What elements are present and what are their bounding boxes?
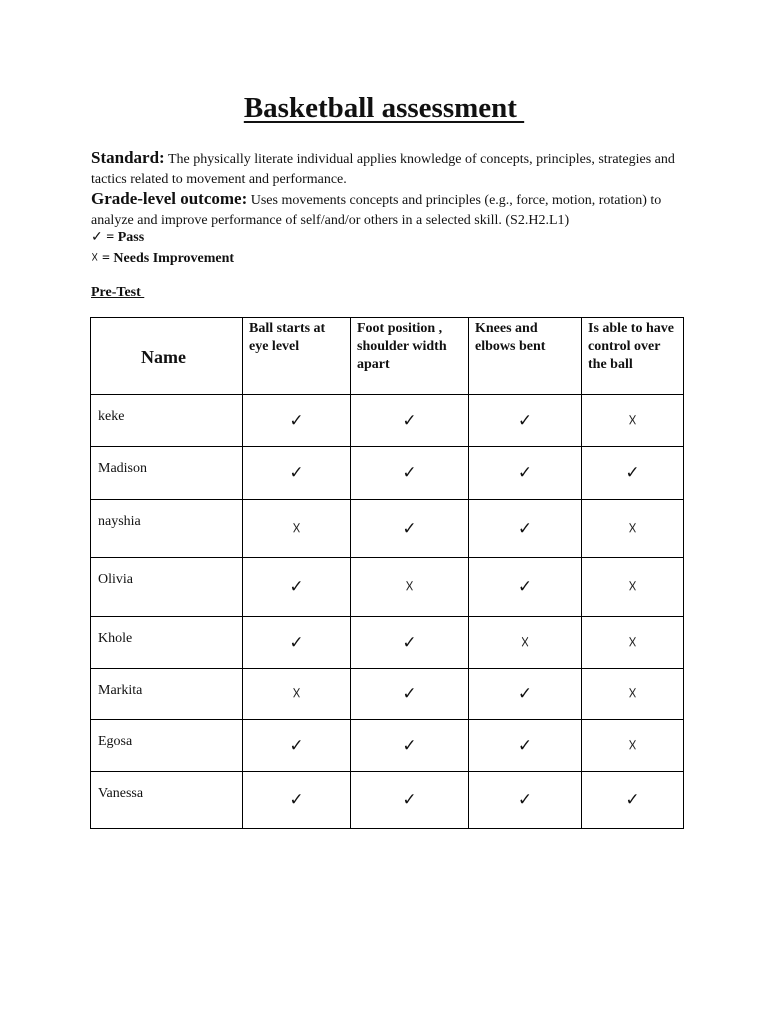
check-icon: ✓ (243, 617, 351, 669)
standard-text: The physically literate individual applies knowledge of concepts, principles, strategies and tactics related to movement and performance. (91, 152, 675, 187)
table-row (91, 669, 684, 720)
student-name-cell: Markita (91, 669, 243, 720)
legend-pass-label: = Pass (106, 230, 145, 245)
cross-icon: ☓ (469, 617, 582, 669)
check-icon: ✓ (351, 617, 469, 669)
check-icon: ✓ (469, 720, 582, 772)
legend-pass (91, 229, 144, 246)
check-icon: ✓ (469, 447, 582, 500)
student-name-cell: Vanessa (91, 772, 243, 829)
outcome-label: Grade-level outcome: (91, 189, 248, 208)
table-row (91, 447, 684, 500)
cross-icon: ☓ (243, 669, 351, 720)
table-row (91, 395, 684, 447)
check-icon: ✓ (351, 500, 469, 558)
check-icon: ✓ (351, 720, 469, 772)
cross-icon: ☓ (582, 669, 684, 720)
check-icon: ✓ (469, 669, 582, 720)
cross-icon: ☓ (582, 395, 684, 447)
column-header-eye-level: Ball starts at eye level (243, 318, 351, 395)
pretest-heading: Pre-Test (91, 285, 145, 300)
student-name-cell: Egosa (91, 720, 243, 772)
page-title: Basketball assessment (243, 92, 525, 124)
student-name-cell: keke (91, 395, 243, 447)
check-icon: ✓ (469, 395, 582, 447)
student-name-cell: Khole (91, 617, 243, 669)
legend-fail-label: = Needs Improvement (101, 251, 235, 266)
outcome-text: Uses movements concepts and principles (e.g., force, motion, rotation) to analyze and improve performance of self/and/or others in a selected skill. (S2.H2.L1) (91, 193, 662, 228)
check-icon: ✓ (351, 395, 469, 447)
check-icon: ✓ (243, 772, 351, 829)
check-icon: ✓ (243, 720, 351, 772)
table-row (91, 772, 684, 829)
check-icon: ✓ (351, 772, 469, 829)
column-header-foot-position: Foot position , shoulder width apart (351, 318, 469, 395)
cross-icon: ☓ (582, 720, 684, 772)
table-row (91, 720, 684, 772)
table-row (91, 500, 684, 558)
cross-icon: ☓ (582, 617, 684, 669)
check-icon: ✓ (469, 772, 582, 829)
cross-icon: ☓ (91, 251, 99, 266)
check-icon: ✓ (469, 500, 582, 558)
table-row (91, 558, 684, 617)
column-header-name: Name (91, 318, 243, 395)
legend-fail (91, 250, 234, 267)
assessment-table (90, 317, 684, 829)
check-icon: ✓ (243, 395, 351, 447)
column-header-ball-control: Is able to have control over the ball (582, 318, 684, 395)
student-name-cell: Madison (91, 447, 243, 500)
table-header-row (91, 318, 684, 395)
check-icon: ✓ (243, 558, 351, 617)
check-icon: ✓ (351, 447, 469, 500)
cross-icon: ☓ (582, 500, 684, 558)
cross-icon: ☓ (351, 558, 469, 617)
standard-label: Standard: (91, 148, 165, 167)
check-icon: ✓ (91, 230, 103, 245)
check-icon: ✓ (582, 772, 684, 829)
column-header-knees-elbows: Knees and elbows bent (469, 318, 582, 395)
student-name-cell: Olivia (91, 558, 243, 617)
outcome-paragraph (91, 189, 691, 231)
standard-paragraph (91, 148, 691, 190)
cross-icon: ☓ (243, 500, 351, 558)
table-row (91, 617, 684, 669)
check-icon: ✓ (582, 447, 684, 500)
check-icon: ✓ (351, 669, 469, 720)
check-icon: ✓ (243, 447, 351, 500)
student-name-cell: nayshia (91, 500, 243, 558)
check-icon: ✓ (469, 558, 582, 617)
cross-icon: ☓ (582, 558, 684, 617)
